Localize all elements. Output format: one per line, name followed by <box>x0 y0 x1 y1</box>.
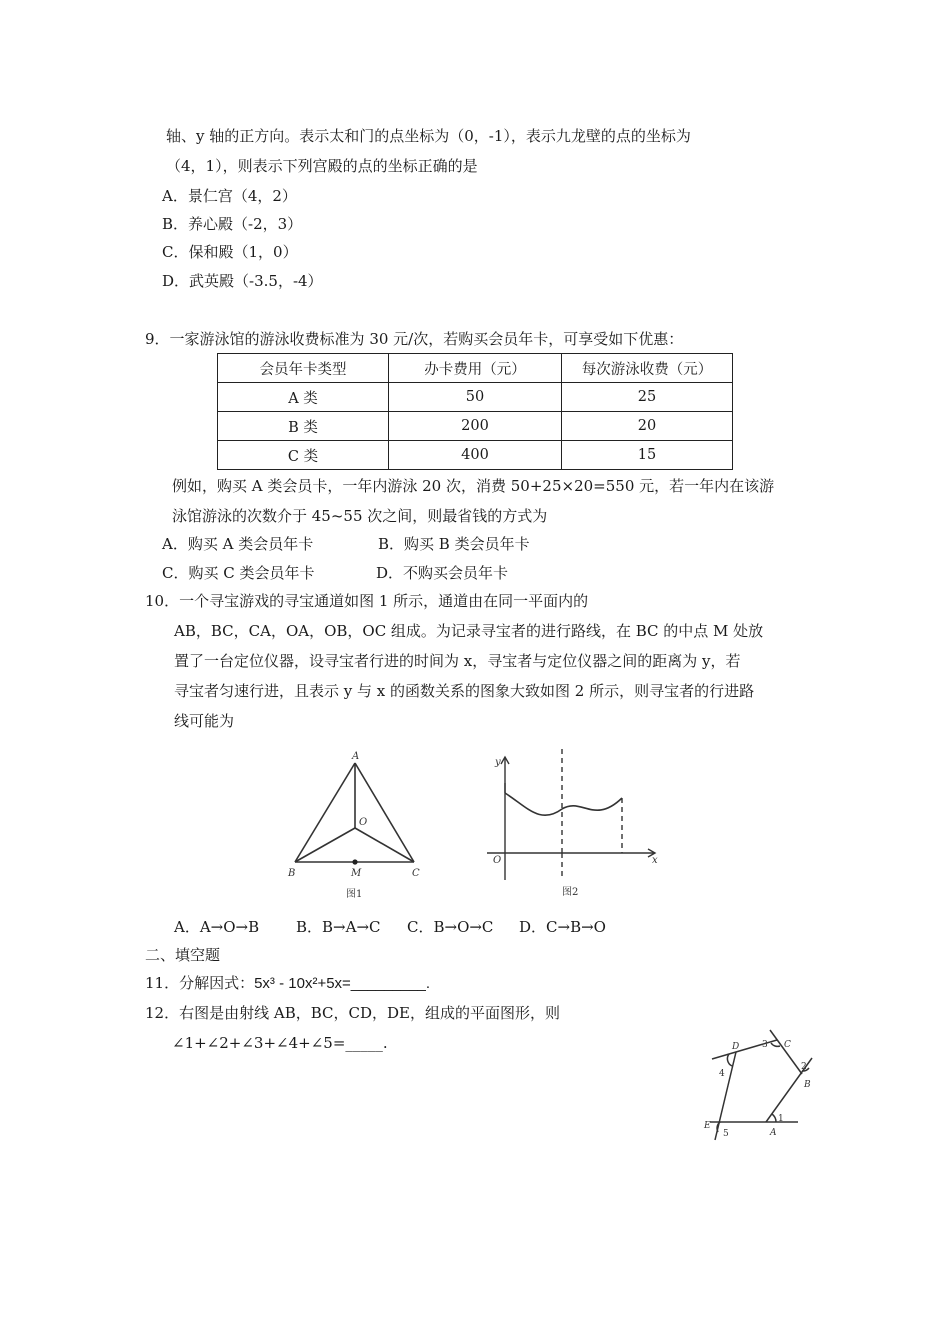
label-point-a: A <box>770 1128 777 1138</box>
label-point-b: B <box>804 1080 811 1090</box>
q8-option-b: B．养心殿（-2，3） <box>162 215 303 233</box>
q9-option-b: B．购买 B 类会员年卡 <box>378 535 530 553</box>
figure-rays-polygon <box>698 1022 828 1150</box>
figure-1-caption: 图1 <box>346 889 363 900</box>
q10-line-3: 置了一台定位仪器，设寻宝者行进的时间为 x，寻宝者与定位仪器之间的距离为 y，若 <box>174 652 741 670</box>
label-b: B <box>288 868 296 879</box>
q10-line-4: 寻宝者匀速行进，且表示 y 与 x 的函数关系的图象大致如图 2 所示，则寻宝者的行进路 <box>174 682 755 700</box>
q10-option-c: C．B→O→C <box>407 918 494 936</box>
q8-line-2: （4，1），则表示下列宫殿的点的坐标正确的是 <box>166 157 478 175</box>
table-cell: 20 <box>562 412 733 441</box>
angle-1: 1 <box>778 1114 784 1124</box>
q9-line-2: 泳馆游泳的次数介于 45~55 次之间，则最省钱的方式为 <box>172 507 548 525</box>
q8-option-a: A．景仁宫（4，2） <box>162 187 297 205</box>
table-cell: 25 <box>562 383 733 412</box>
q10-line-1: 10．一个寻宝游戏的寻宝通道如图 1 所示，通道由在同一平面内的 <box>145 592 589 610</box>
q9-option-c: C．购买 C 类会员年卡 <box>162 564 315 582</box>
q8-option-c: C．保和殿（1，0） <box>162 243 298 261</box>
table-row <box>218 383 733 412</box>
q9-option-a: A．购买 A 类会员年卡 <box>162 535 314 553</box>
table-cell: 50 <box>389 383 562 412</box>
q11-line <box>145 973 430 994</box>
q10-option-d: D．C→B→O <box>519 918 606 936</box>
table-cell: 200 <box>389 412 562 441</box>
label-o: O <box>359 817 368 828</box>
label-c: C <box>412 868 420 879</box>
q9-line-1: 例如，购买 A 类会员卡，一年内游泳 20 次，消费 50+25×20=550 元，若一年内在该游 <box>172 477 775 495</box>
q11-prefix: 11．分解因式： <box>145 974 255 992</box>
label-y-axis: y <box>495 757 501 768</box>
table-header: 每次游泳收费（元） <box>562 354 733 383</box>
q10-option-a: A．A→O→B <box>174 918 260 936</box>
label-point-d: D <box>732 1042 740 1052</box>
figure-2-caption: 图2 <box>562 887 579 898</box>
table-header-row <box>218 354 733 383</box>
q12-line-2: ∠1+∠2+∠3+∠4+∠5=_____. <box>172 1034 388 1052</box>
label-x-axis: x <box>652 855 658 866</box>
label-m: M <box>351 868 362 879</box>
table-cell: C 类 <box>218 441 389 470</box>
q10-line-2: AB，BC，CA，OA，OB，OC 组成。为记录寻宝者的进行路线，在 BC 的中点 M 处放 <box>174 622 764 640</box>
table-row <box>218 441 733 470</box>
label-point-e: E <box>704 1121 711 1131</box>
fee-table <box>217 353 733 470</box>
label-point-c: C <box>784 1040 791 1050</box>
q12-line-1: 12．右图是由射线 AB，BC，CD，DE，组成的平面图形，则 <box>145 1004 560 1022</box>
label-a: A <box>352 751 360 762</box>
angle-4: 4 <box>719 1069 725 1079</box>
section-title: 二、填空题 <box>145 946 221 964</box>
q8-option-d: D．武英殿（-3.5，-4） <box>162 272 323 290</box>
q10-option-b: B．B→A→C <box>296 918 381 936</box>
figure-2-graph <box>482 745 667 905</box>
angle-3: 3 <box>762 1040 768 1050</box>
table-cell: 15 <box>562 441 733 470</box>
figure-1-triangle <box>282 745 432 905</box>
q9-option-d: D．不购买会员年卡 <box>376 564 509 582</box>
table-header: 会员年卡类型 <box>218 354 389 383</box>
q8-line-1: 轴、y 轴的正方向。表示太和门的点坐标为（0，-1），表示九龙壁的点的坐标为 <box>166 127 691 145</box>
table-header: 办卡费用（元） <box>389 354 562 383</box>
q11-expression: 5x³ - 10x²+5x=_________. <box>254 975 431 992</box>
table-cell: A 类 <box>218 383 389 412</box>
table-cell: 400 <box>389 441 562 470</box>
angle-2: 2 <box>801 1062 807 1072</box>
angle-5: 5 <box>723 1129 729 1139</box>
q9-stem: 9．一家游泳馆的游泳收费标准为 30 元/次，若购买会员年卡，可享受如下优惠： <box>145 330 684 348</box>
label-origin: O <box>493 855 502 866</box>
q10-line-5: 线可能为 <box>174 712 235 730</box>
table-cell: B 类 <box>218 412 389 441</box>
table-row <box>218 412 733 441</box>
